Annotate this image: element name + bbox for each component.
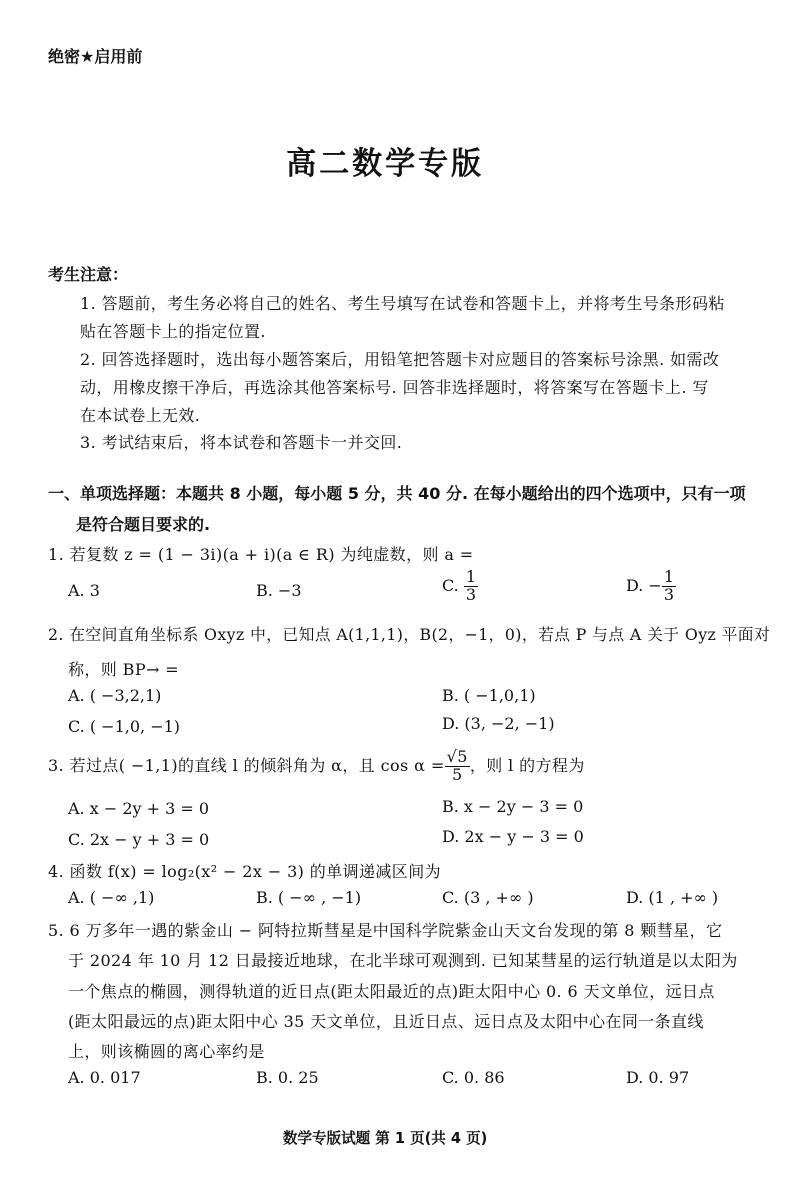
question-1-stem: 1. 若复数 z = (1 − 3i)(a + i)(a ∈ R) 为纯虚数，则 a = — [48, 545, 474, 564]
q3-option-b: B. x − 2y − 3 = 0 — [442, 797, 584, 816]
q3-cos-fraction: $\frac{√5}{5}$ — [446, 747, 468, 784]
q4-option-c: C. (3 , +∞ ) — [442, 888, 534, 907]
notice-line: 动，用橡皮擦干净后，再选涂其他答案标号. 回答非选择题时，将答案写在答题卡上. 写 — [80, 378, 709, 397]
notice-line: 贴在答题卡上的指定位置. — [80, 322, 266, 341]
question-5-line: 5. 6 万多年一遇的紫金山 − 阿特拉斯彗星是中国科学院紫金山天文台发现的第 8 颗彗星，它 — [48, 921, 723, 940]
secret-label: 绝密★启用前 — [48, 47, 143, 66]
question-2-stem: 2. 在空间直角坐标系 Oxyz 中，已知点 A(1,1,1)，B(2，−1，0)，若点 P 与点 A 关于 Oyz 平面对 — [48, 625, 771, 644]
q2-option-c: C. ( −1,0, −1) — [68, 717, 181, 736]
question-5-line: (距太阳最远的点)距太阳中心 35 天文单位，且近日点、远日点及太阳中心在同一条直线 — [68, 1012, 704, 1031]
question-5-line: 于 2024 年 10 月 12 日最接近地球，在北半球可观测到. 已知某彗星的运行轨道是以太阳为 — [68, 951, 738, 970]
q1-option-b: B. −3 — [256, 581, 302, 600]
notice-line: 3. 考试结束后，将本试卷和答题卡一并交回. — [80, 433, 403, 452]
notice-line: 1. 答题前，考生务必将自己的姓名、考生号填写在试卷和答题卡上，并将考生号条形码粘 — [80, 294, 725, 313]
question-2-stem-cont: 称，则 BP→ = — [68, 660, 180, 679]
question-5-line: 上，则该椭圆的离心率约是 — [68, 1042, 265, 1061]
q3-option-d: D. 2x − y − 3 = 0 — [442, 827, 584, 846]
q3-option-a: A. x − 2y + 3 = 0 — [68, 799, 210, 818]
q1-option-a: A. 3 — [68, 581, 100, 600]
q3-option-c: C. 2x − y + 3 = 0 — [68, 830, 210, 849]
q4-option-b: B. ( −∞ , −1) — [256, 888, 362, 907]
q5-option-d: D. 0. 97 — [626, 1068, 690, 1087]
notice-line: 在本试卷上无效. — [80, 406, 201, 425]
q2-option-d: D. (3, −2, −1) — [442, 714, 555, 733]
q1-d-fraction: $\frac{1}{3}$ — [663, 567, 675, 604]
q4-option-a: A. ( −∞ ,1) — [68, 888, 155, 907]
notice-heading: 考生注意： — [48, 265, 129, 284]
section-heading: 一、单项选择题：本题共 8 小题，每小题 5 分，共 40 分. 在每小题给出的四个选项中，只有一项 — [48, 484, 746, 503]
q4-option-d: D. (1 , +∞ ) — [626, 888, 719, 907]
q5-option-a: A. 0. 017 — [68, 1068, 141, 1087]
q2-option-b: B. ( −1,0,1) — [442, 686, 536, 705]
question-5-line: 一个焦点的椭圆，测得轨道的近日点(距太阳最近的点)距太阳中心 0. 6 天文单位，远日点 — [68, 982, 715, 1001]
q1-option-d: D. − $\frac{1}{3}$ — [626, 567, 675, 604]
q5-option-b: B. 0. 25 — [256, 1068, 319, 1087]
notice-line: 2. 回答选择题时，选出每小题答案后，用铅笔把答题卡对应题目的答案标号涂黑. 如需改 — [80, 350, 720, 369]
paper-title: 高二数学专版 — [286, 146, 485, 182]
q5-option-c: C. 0. 86 — [442, 1068, 505, 1087]
q1-c-fraction: $\frac{1}{3}$ — [465, 567, 477, 604]
question-4-stem: 4. 函数 f(x) = log₂(x² − 2x − 3) 的单调递减区间为 — [48, 862, 441, 881]
q2-option-a: A. ( −3,2,1) — [68, 686, 162, 705]
page-footer: 数学专版试题 第 1 页(共 4 页) — [282, 1129, 488, 1147]
section-heading-cont: 是符合题目要求的. — [76, 515, 211, 534]
q1-option-c: C. $\frac{1}{3}$ — [442, 567, 477, 604]
question-3-stem: 3. 若过点( −1,1)的直线 l 的倾斜角为 α，且 cos α = $\frac{√5}{5}$ ，则 l 的方程为 — [48, 747, 585, 784]
